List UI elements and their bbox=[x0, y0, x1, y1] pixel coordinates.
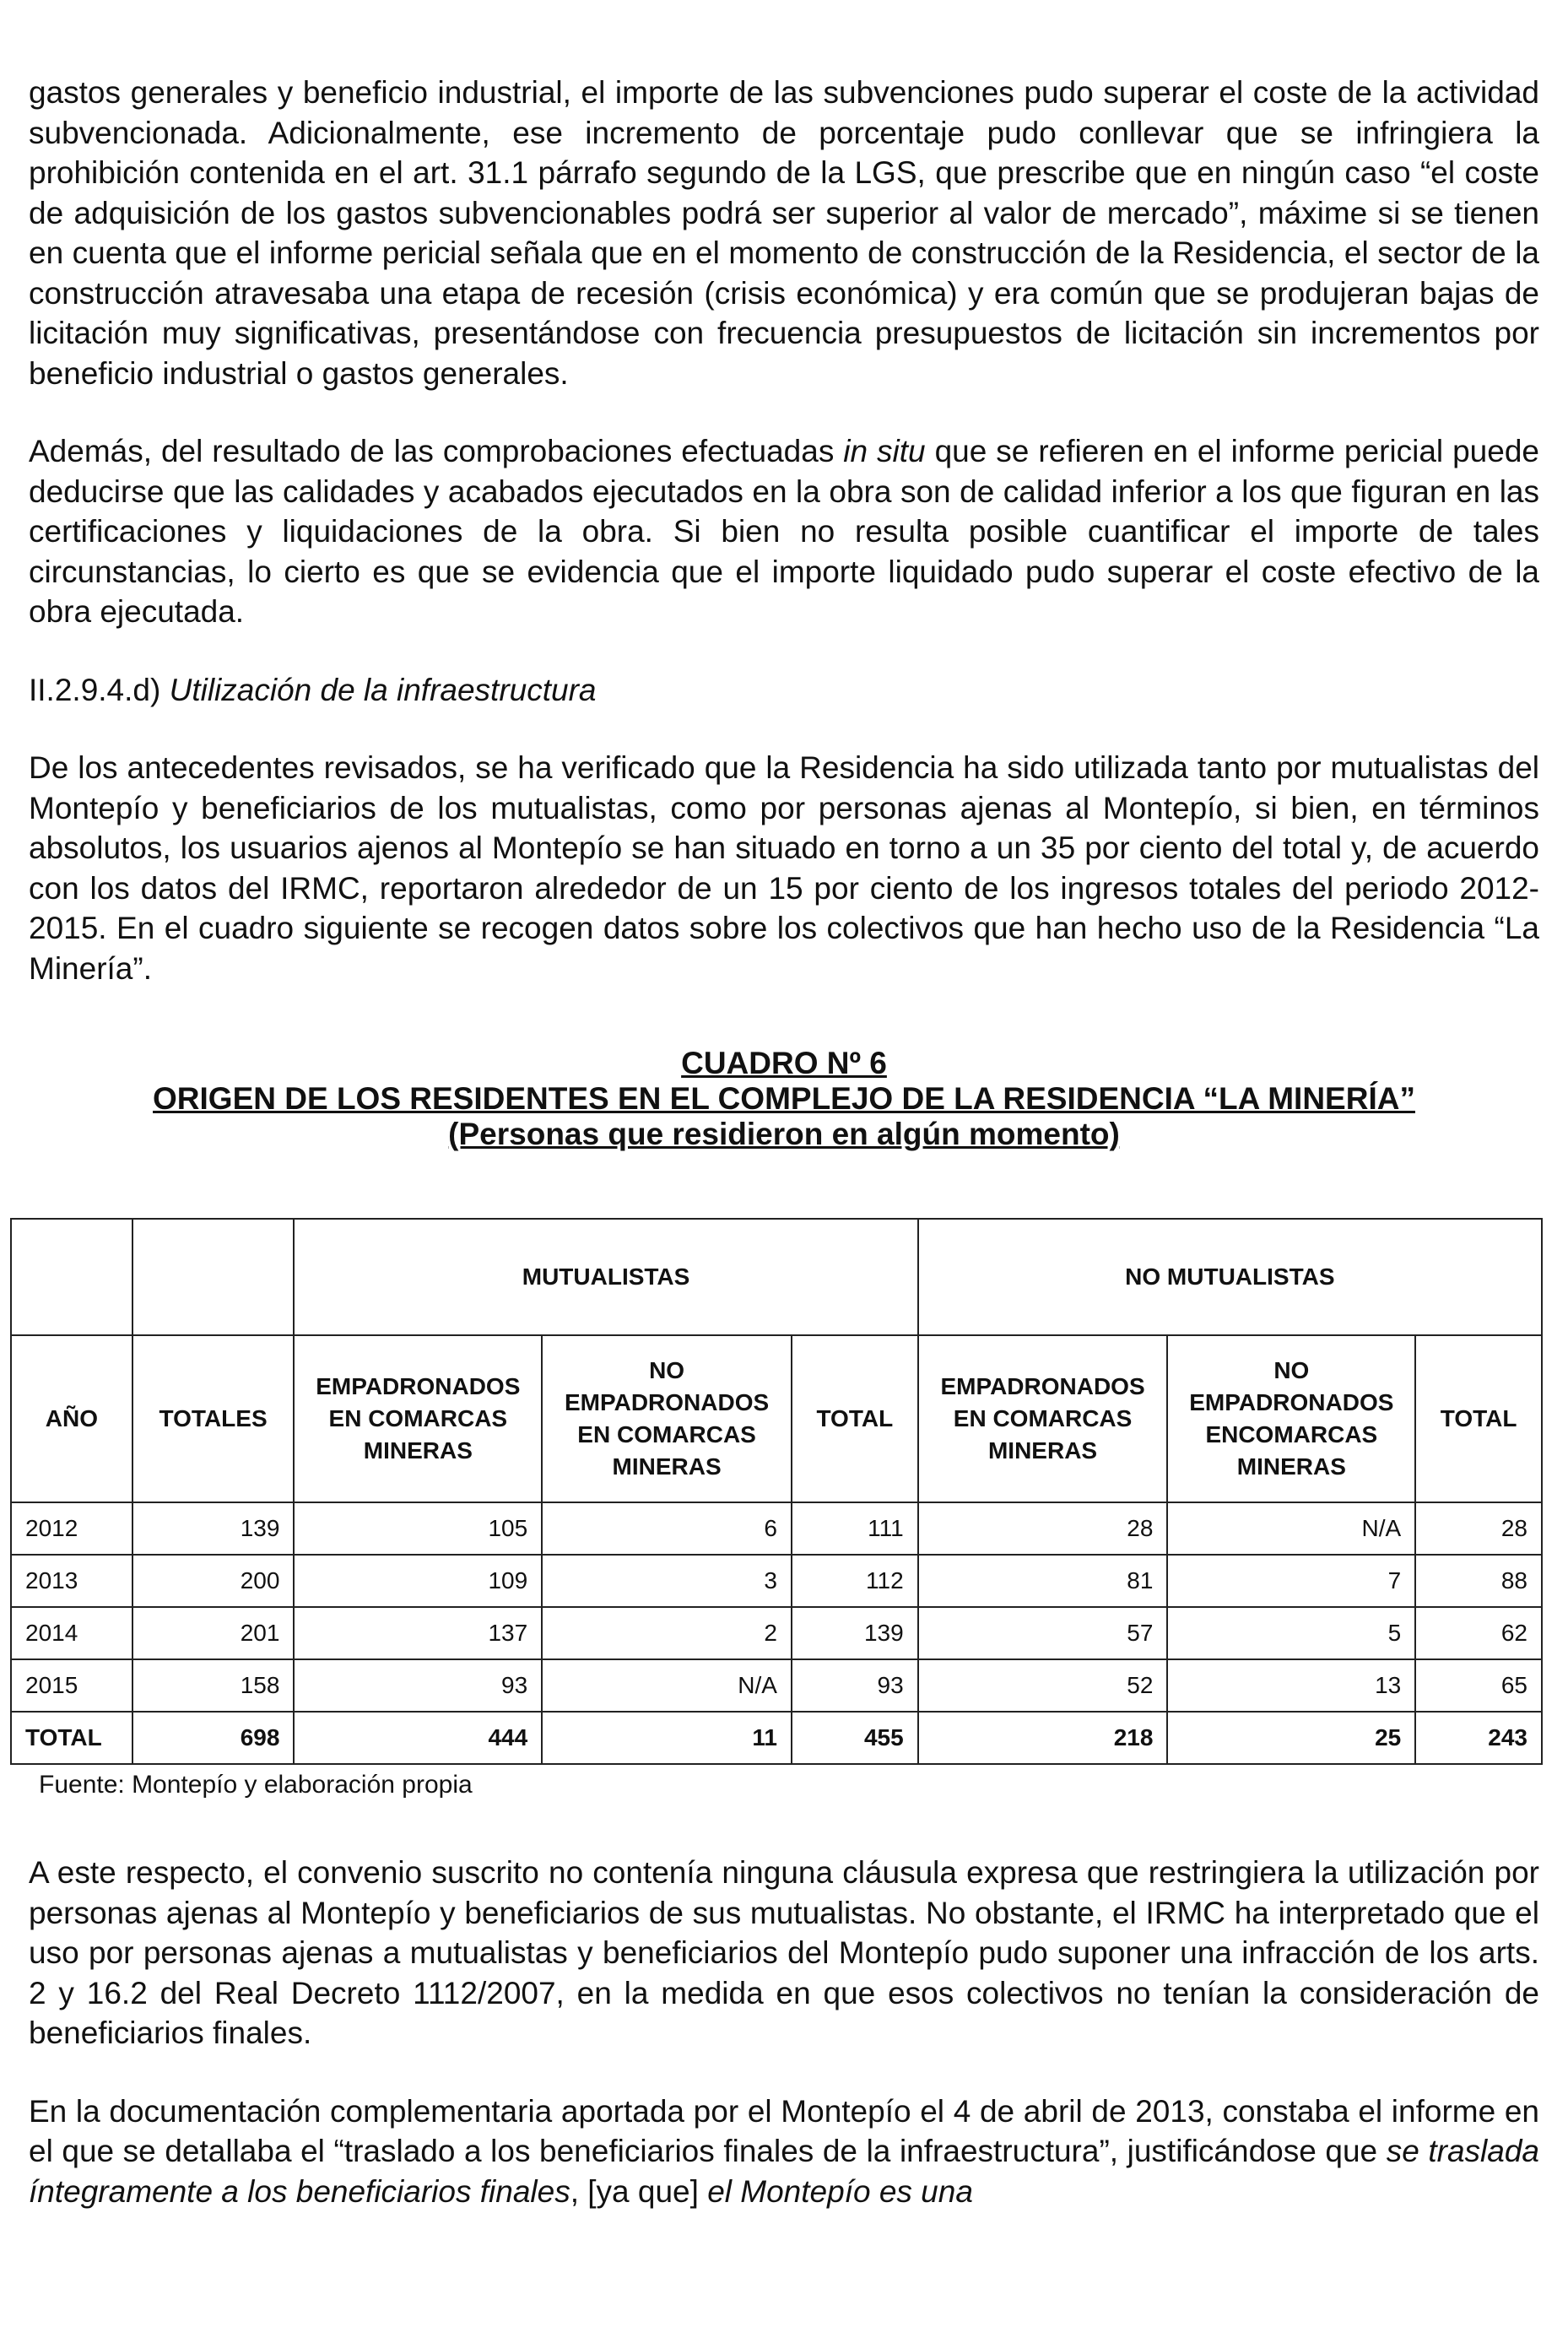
paragraph-5-text-mid: , [ya que] bbox=[570, 2173, 708, 2209]
table-group-no-mutualistas: NO MUTUALISTAS bbox=[918, 1219, 1542, 1335]
table-row bbox=[11, 1659, 1542, 1712]
table-cell: 218 bbox=[918, 1712, 1168, 1764]
table-group-header-row bbox=[11, 1219, 1542, 1335]
table-cell: 7 bbox=[1167, 1555, 1415, 1607]
table-cell: 81 bbox=[918, 1555, 1168, 1607]
table-cell: 28 bbox=[1415, 1502, 1542, 1555]
table-col-header: EMPADRONADOS EN COMARCAS MINERAS bbox=[294, 1335, 542, 1502]
table-source-note: Fuente: Montepío y elaboración propia bbox=[39, 1771, 473, 1799]
table-cell: 6 bbox=[542, 1502, 792, 1555]
table-cell: 200 bbox=[132, 1555, 295, 1607]
table-cell: 2013 bbox=[11, 1555, 132, 1607]
table-col-header: NO EMPADRONADOS ENCOMARCAS MINERAS bbox=[1167, 1335, 1415, 1502]
table-cell: 93 bbox=[294, 1659, 542, 1712]
section-title: Utilización de la infraestructura bbox=[169, 672, 597, 707]
table-cell: 2015 bbox=[11, 1659, 132, 1712]
table-cell: 2 bbox=[542, 1607, 792, 1659]
table-cell: 11 bbox=[542, 1712, 792, 1764]
table-cell: 243 bbox=[1415, 1712, 1542, 1764]
paragraph-2-text-a: Además, del resultado de las comprobaciones efectuadas bbox=[29, 434, 844, 468]
table-cell: 52 bbox=[918, 1659, 1168, 1712]
table-row bbox=[11, 1607, 1542, 1659]
table-cell: 3 bbox=[542, 1555, 792, 1607]
table-cell: 65 bbox=[1415, 1659, 1542, 1712]
residents-table bbox=[10, 1218, 1543, 1765]
paragraph-2-italic: in situ bbox=[843, 434, 926, 468]
table-title-main: ORIGEN DE LOS RESIDENTES EN EL COMPLEJO DE LA RESIDENCIA “LA MINERÍA” bbox=[153, 1081, 1415, 1116]
table-cell: 88 bbox=[1415, 1555, 1542, 1607]
table-column-header-row bbox=[11, 1335, 1542, 1502]
table-cell: N/A bbox=[1167, 1502, 1415, 1555]
table-cell: 137 bbox=[294, 1607, 542, 1659]
section-heading bbox=[29, 670, 1539, 711]
table-title-block bbox=[29, 1046, 1539, 1152]
table-row bbox=[11, 1502, 1542, 1555]
section-number: II.2.9.4.d) bbox=[29, 672, 170, 707]
table-col-header: NO EMPADRONADOS EN COMARCAS MINERAS bbox=[542, 1335, 792, 1502]
table-header-empty bbox=[11, 1219, 132, 1335]
table-total-row bbox=[11, 1712, 1542, 1764]
table-cell: 28 bbox=[918, 1502, 1168, 1555]
table-cell: N/A bbox=[542, 1659, 792, 1712]
table-col-header: TOTALES bbox=[132, 1335, 295, 1502]
document-page bbox=[25, 73, 1539, 2249]
table-cell: 13 bbox=[1167, 1659, 1415, 1712]
paragraph-5-text-a: En la documentación complementaria aportada por el Montepío el 4 de abril de 2013, constaba el informe en el que se detallaba el “traslado a los beneficiarios finales de la infraestructura”, justificándose que bbox=[29, 2093, 1539, 2168]
table-header-empty bbox=[132, 1219, 295, 1335]
table-cell: 2012 bbox=[11, 1502, 132, 1555]
table-col-header: EMPADRONADOS EN COMARCAS MINERAS bbox=[918, 1335, 1168, 1502]
paragraph-2 bbox=[29, 431, 1539, 632]
table-cell: 25 bbox=[1167, 1712, 1415, 1764]
table-group-mutualistas: MUTUALISTAS bbox=[294, 1219, 917, 1335]
table-cell: 698 bbox=[132, 1712, 295, 1764]
table-cell: 158 bbox=[132, 1659, 295, 1712]
table-col-header: TOTAL bbox=[1415, 1335, 1542, 1502]
table-col-header: TOTAL bbox=[792, 1335, 918, 1502]
paragraph-5 bbox=[29, 2091, 1539, 2212]
table-cell: 105 bbox=[294, 1502, 542, 1555]
paragraph-5-italic-2: el Montepío es una bbox=[707, 2173, 973, 2209]
table-cell: 112 bbox=[792, 1555, 918, 1607]
table-cell: 2014 bbox=[11, 1607, 132, 1659]
table-cell: 57 bbox=[918, 1607, 1168, 1659]
table-cell: 5 bbox=[1167, 1607, 1415, 1659]
table-col-header: AÑO bbox=[11, 1335, 132, 1502]
table-title-number: CUADRO Nº 6 bbox=[681, 1046, 887, 1080]
table-row bbox=[11, 1555, 1542, 1607]
paragraph-3: De los antecedentes revisados, se ha verificado que la Residencia ha sido utilizada tanto por mutualistas del Montepío y beneficiarios de los mutualistas, como por personas ajenas al Montepío, si bien, en términos absolutos, los usuarios ajenos al Montepío se han situado en torno a un 35 por ciento del total y, de acuerdo con los datos del IRMC, reportaron alrededor de un 15 por ciento de los ingresos totales del periodo 2012-2015. En el cuadro siguiente se recogen datos sobre los colectivos que han hecho uso de la Residencia “La Minería”. bbox=[29, 750, 1539, 986]
table-cell: 444 bbox=[294, 1712, 542, 1764]
table-cell: 93 bbox=[792, 1659, 918, 1712]
paragraph-2-text-b: que se refieren en el informe pericial puede deducirse que las calidades y acabados ejecutados en la obra son de calidad inferior a los que figuran en las certificaciones y liquidaciones de la obra. Si bien no resulta posible cuantificar el importe de tales circunstancias, lo cierto es que se evidencia que el importe liquidado pudo superar el coste efectivo de la obra ejecutada. bbox=[29, 434, 1539, 629]
table-cell: 455 bbox=[792, 1712, 918, 1764]
table-cell: 139 bbox=[132, 1502, 295, 1555]
paragraph-5-italic-1: se traslada íntegramente a los beneficiarios finales bbox=[29, 2134, 1539, 2209]
table-cell: 109 bbox=[294, 1555, 542, 1607]
table-cell: 201 bbox=[132, 1607, 295, 1659]
table-cell: 111 bbox=[792, 1502, 918, 1555]
paragraph-1: gastos generales y beneficio industrial, el importe de las subvenciones pudo superar el coste de la actividad subvencionada. Adicionalmente, ese incremento de porcentaje pudo conllevar que se infringiera la prohibición contenida en el art. 31.1 párrafo segundo de la LGS, que prescribe que en ningún caso “el coste de adquisición de los gastos subvencionables podrá ser superior al valor de mercado”, máxime si se tienen en cuenta que el informe pericial señala que en el momento de construcción de la Residencia, el sector de la construcción atravesaba una etapa de recesión (crisis económica) y era común que se produjeran bajas de licitación muy significativas, presentándose con frecuencia presupuestos de licitación sin incrementos por beneficio industrial o gastos generales. bbox=[29, 75, 1539, 391]
table-cell: 139 bbox=[792, 1607, 918, 1659]
paragraph-4: A este respecto, el convenio suscrito no contenía ninguna cláusula expresa que restringiera la utilización por personas ajenas al Montepío y beneficiarios de sus mutualistas. No obstante, el IRMC ha interpretado que el uso por personas ajenas a mutualistas y beneficiarios del Montepío pudo suponer una infracción de los arts. 2 y 16.2 del Real Decreto 1112/2007, en la medida en que esos colectivos no tenían la consideración de beneficiarios finales. bbox=[29, 1855, 1539, 2050]
table-title-subtitle: (Personas que residieron en algún momento) bbox=[448, 1117, 1120, 1151]
table-cell: TOTAL bbox=[11, 1712, 132, 1764]
table-cell: 62 bbox=[1415, 1607, 1542, 1659]
